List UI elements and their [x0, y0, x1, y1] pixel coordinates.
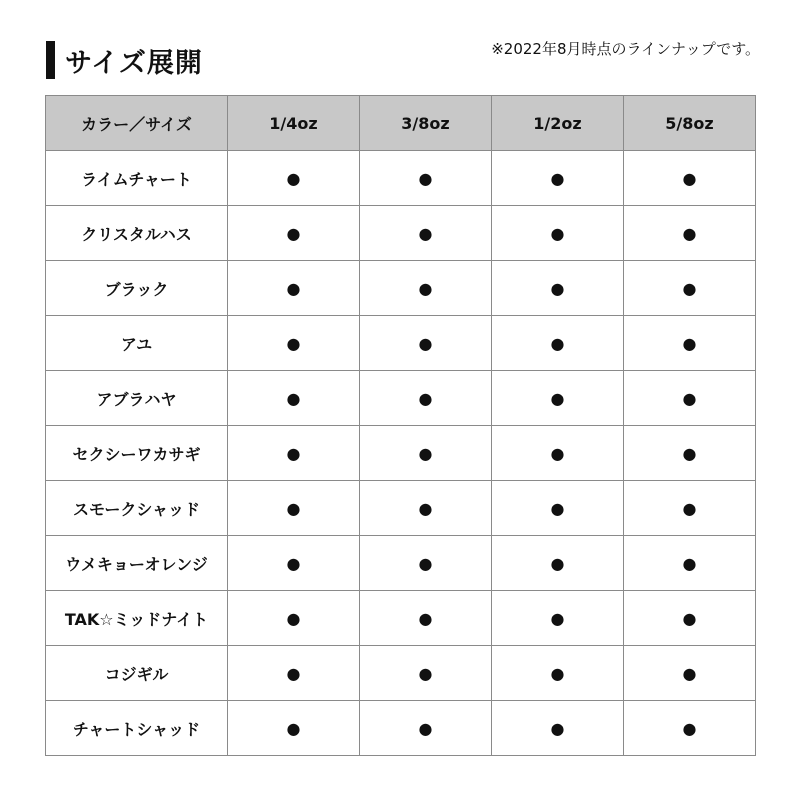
- available-dot-icon: ●: [682, 608, 697, 628]
- available-dot-icon: ●: [550, 718, 565, 738]
- available-dot-icon: ●: [550, 553, 565, 573]
- available-dot-icon: ●: [286, 333, 301, 353]
- color-name-cell: チャートシャッド: [46, 701, 228, 756]
- availability-cell: [624, 481, 756, 536]
- table-row: [46, 536, 756, 591]
- availability-cell: [360, 151, 492, 206]
- available-dot-icon: ●: [682, 663, 697, 683]
- available-dot-icon: ●: [550, 608, 565, 628]
- color-name-cell: ライムチャート: [46, 151, 228, 206]
- available-dot-icon: ●: [550, 278, 565, 298]
- color-name-cell: ウメキョーオレンジ: [46, 536, 228, 591]
- availability-cell: [492, 206, 624, 261]
- available-dot-icon: ●: [418, 718, 433, 738]
- availability-cell: [228, 316, 360, 371]
- title-accent-bar: [46, 41, 55, 79]
- available-dot-icon: ●: [418, 388, 433, 408]
- available-dot-icon: ●: [682, 718, 697, 738]
- table-row: [46, 426, 756, 481]
- available-dot-icon: ●: [286, 718, 301, 738]
- color-name-cell: アユ: [46, 316, 228, 371]
- availability-cell: [624, 206, 756, 261]
- available-dot-icon: ●: [682, 168, 697, 188]
- availability-cell: [360, 371, 492, 426]
- availability-cell: [492, 646, 624, 701]
- availability-cell: [492, 591, 624, 646]
- available-dot-icon: ●: [418, 608, 433, 628]
- availability-cell: [228, 481, 360, 536]
- page-title: サイズ展開: [65, 47, 203, 79]
- availability-cell: [360, 316, 492, 371]
- available-dot-icon: ●: [682, 498, 697, 518]
- available-dot-icon: ●: [286, 498, 301, 518]
- table-row: [46, 206, 756, 261]
- availability-cell: [492, 371, 624, 426]
- available-dot-icon: ●: [550, 498, 565, 518]
- availability-cell: [360, 481, 492, 536]
- available-dot-icon: ●: [682, 333, 697, 353]
- size-header: 1/4oz: [228, 96, 360, 151]
- lineup-note: ※2022年8月時点のラインナップです。: [491, 40, 760, 58]
- available-dot-icon: ●: [418, 278, 433, 298]
- availability-cell: [624, 261, 756, 316]
- availability-cell: [228, 371, 360, 426]
- available-dot-icon: ●: [418, 168, 433, 188]
- availability-cell: [624, 426, 756, 481]
- availability-cell: [624, 536, 756, 591]
- availability-cell: [360, 701, 492, 756]
- availability-cell: [228, 646, 360, 701]
- availability-cell: [228, 701, 360, 756]
- size-header: 1/2oz: [492, 96, 624, 151]
- availability-cell: [360, 536, 492, 591]
- table-row: [46, 151, 756, 206]
- availability-cell: [492, 316, 624, 371]
- availability-cell: [624, 701, 756, 756]
- available-dot-icon: ●: [286, 223, 301, 243]
- available-dot-icon: ●: [286, 168, 301, 188]
- availability-cell: [360, 206, 492, 261]
- available-dot-icon: ●: [682, 443, 697, 463]
- available-dot-icon: ●: [286, 388, 301, 408]
- availability-cell: [228, 591, 360, 646]
- availability-cell: [228, 426, 360, 481]
- available-dot-icon: ●: [418, 223, 433, 243]
- availability-cell: [492, 151, 624, 206]
- available-dot-icon: ●: [550, 443, 565, 463]
- availability-cell: [624, 316, 756, 371]
- available-dot-icon: ●: [682, 223, 697, 243]
- available-dot-icon: ●: [682, 553, 697, 573]
- table-row: [46, 481, 756, 536]
- color-name-cell: コジギル: [46, 646, 228, 701]
- availability-cell: [360, 591, 492, 646]
- availability-cell: [624, 646, 756, 701]
- availability-cell: [492, 481, 624, 536]
- available-dot-icon: ●: [418, 333, 433, 353]
- available-dot-icon: ●: [550, 168, 565, 188]
- table-row: [46, 591, 756, 646]
- available-dot-icon: ●: [550, 333, 565, 353]
- size-header: 3/8oz: [360, 96, 492, 151]
- availability-cell: [228, 151, 360, 206]
- available-dot-icon: ●: [418, 553, 433, 573]
- availability-cell: [492, 536, 624, 591]
- available-dot-icon: ●: [550, 663, 565, 683]
- available-dot-icon: ●: [418, 663, 433, 683]
- size-header: 5/8oz: [624, 96, 756, 151]
- table-row: [46, 701, 756, 756]
- available-dot-icon: ●: [286, 553, 301, 573]
- available-dot-icon: ●: [286, 608, 301, 628]
- availability-cell: [228, 206, 360, 261]
- availability-cell: [624, 371, 756, 426]
- availability-cell: [228, 261, 360, 316]
- color-name-cell: ブラック: [46, 261, 228, 316]
- color-name-cell: アブラハヤ: [46, 371, 228, 426]
- availability-cell: [624, 151, 756, 206]
- table-row: [46, 646, 756, 701]
- availability-cell: [228, 536, 360, 591]
- color-name-cell: TAK☆ミッドナイト: [46, 591, 228, 646]
- available-dot-icon: ●: [682, 388, 697, 408]
- available-dot-icon: ●: [418, 498, 433, 518]
- table-row: [46, 316, 756, 371]
- available-dot-icon: ●: [550, 388, 565, 408]
- available-dot-icon: ●: [286, 278, 301, 298]
- table-row: [46, 371, 756, 426]
- availability-cell: [492, 701, 624, 756]
- table-row: [46, 261, 756, 316]
- table-header-row: [46, 96, 756, 151]
- corner-header: カラー／サイズ: [46, 96, 228, 151]
- table-body: [46, 151, 756, 756]
- availability-cell: [360, 261, 492, 316]
- availability-cell: [360, 646, 492, 701]
- color-name-cell: クリスタルハス: [46, 206, 228, 261]
- available-dot-icon: ●: [418, 443, 433, 463]
- color-name-cell: スモークシャッド: [46, 481, 228, 536]
- availability-cell: [492, 261, 624, 316]
- availability-cell: [492, 426, 624, 481]
- title-block: [46, 40, 203, 80]
- available-dot-icon: ●: [682, 278, 697, 298]
- size-lineup-table: [45, 95, 756, 756]
- available-dot-icon: ●: [286, 443, 301, 463]
- availability-cell: [360, 426, 492, 481]
- available-dot-icon: ●: [286, 663, 301, 683]
- color-name-cell: セクシーワカサギ: [46, 426, 228, 481]
- available-dot-icon: ●: [550, 223, 565, 243]
- availability-cell: [624, 591, 756, 646]
